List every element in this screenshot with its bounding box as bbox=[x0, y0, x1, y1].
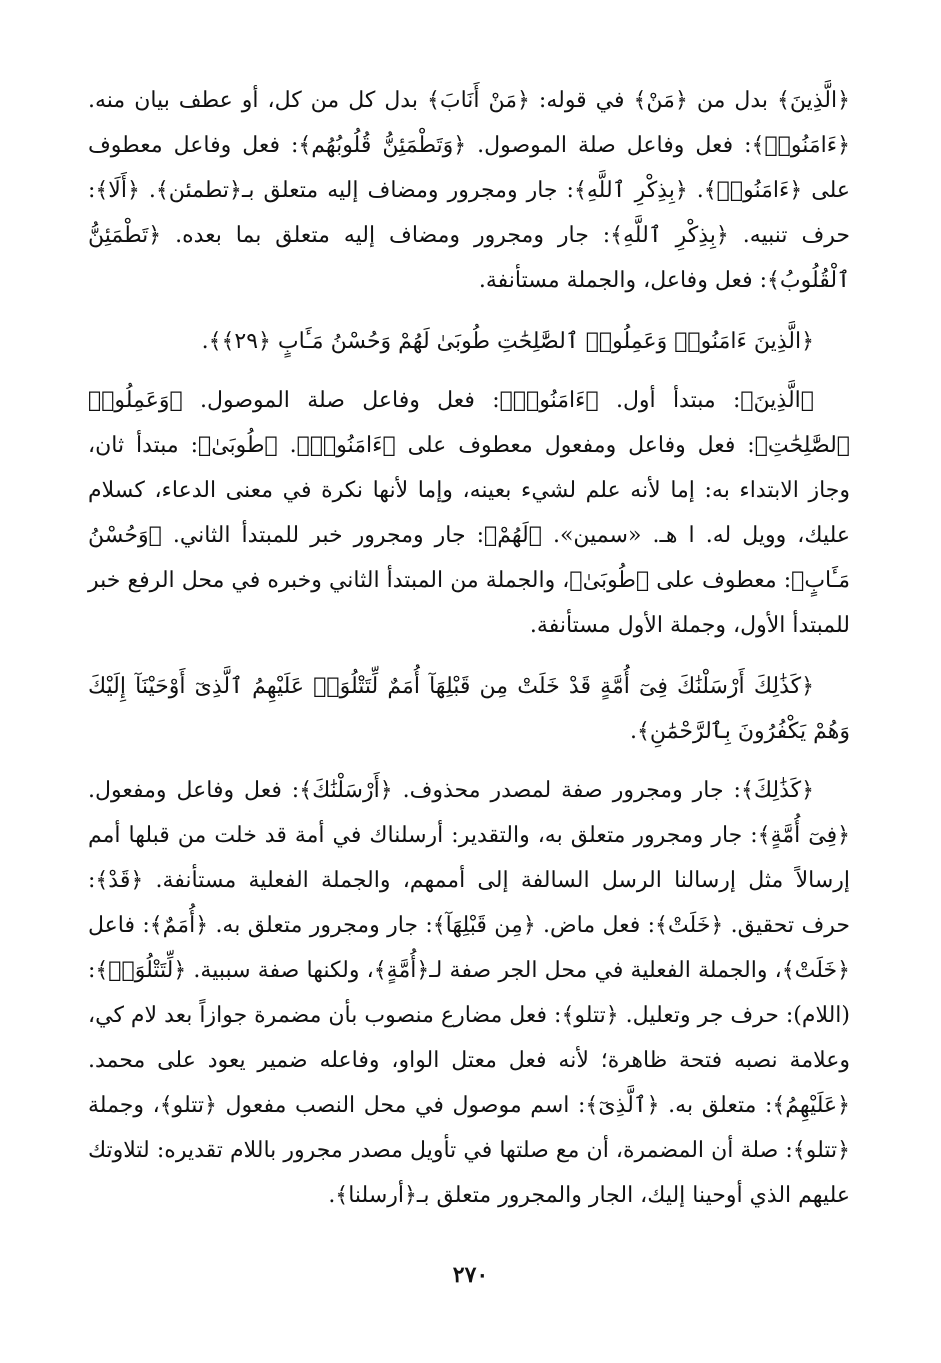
paragraph-2: ﴿الَّذِينَ﴾: مبتدأ أول. ﴿ءَامَنُوا۟﴾: فعل وفاعل صلة الموصول. ﴿وَعَمِلُوا۟ ٱلصَّٰلِحَٰتِ﴾: فعل وفاعل ومفعول معطوف على ﴿ءَامَنُوا۟﴾. ﴿طُوبَىٰ﴾: مبتدأ ثان، وجاز الابتداء به: إما لأنه علم لشيء بعينه، وإما لأنها نكرة في معنى الدعاء، كسلام عليك، وويل له. ا هـ. «سمين». ﴿لَهُمْ﴾: جار ومجرور خبر للمبتدأ الثاني. ﴿وَحُسْنُ مَـَٔابٍ﴾: معطوف على ﴿طُوبَىٰ﴾، والجملة من المبتدأ الثاني وخبره في محل الرفع خبر للمبتدأ الأول، وجملة الأول مستأنفة. bbox=[88, 388, 850, 638]
quran-verse-30: ﴿كَذَٰلِكَ أَرْسَلْنَٰكَ فِىٓ أُمَّةٍ قَدْ خَلَتْ مِن قَبْلِهَآ أُمَمٌ لِّتَتْلُوَا۟ عَلَيْهِمُ ٱلَّذِىٓ أَوْحَيْنَآ إِلَيْكَ وَهُمْ يَكْفُرُونَ بِٱلرَّحْمَٰنِ﴾. bbox=[88, 674, 850, 744]
page-number: ٢٧٠ bbox=[452, 1262, 489, 1288]
page-body bbox=[88, 78, 850, 1218]
paragraph-3: ﴿كَذَٰلِكَ﴾: جار ومجرور صفة لمصدر محذوف. ﴿أَرْسَلْنَٰكَ﴾: فعل وفاعل ومفعول. ﴿فِىٓ أُمَّةٍ﴾: جار ومجرور متعلق به، والتقدير: أرسلناك في أمة قد خلت من قبلها أمم إرسالاً مثل إرسالنا الرسل السالفة إلى أممهم، والجملة الفعلية مستأنفة. ﴿قَدْ﴾: حرف تحقيق. ﴿خَلَتْ﴾: فعل ماض. ﴿مِن قَبْلِهَآ﴾: جار ومجرور متعلق به. ﴿أُمَمٌ﴾: فاعل ﴿خَلَتْ﴾، والجملة الفعلية في محل الجر صفة لـ﴿أُمَّةٍ﴾، ولكنها صفة سببية. ﴿لِّتَتْلُوَا۟﴾: (اللام): حرف جر وتعليل. ﴿تتلو﴾: فعل مضارع منصوب بأن مضمرة جوازاً بعد لام كي، وعلامة نصبه فتحة ظاهرة؛ لأنه فعل معتل الواو، وفاعله ضمير يعود على محمد. ﴿عَلَيْهِمُ﴾: متعلق به. ﴿ٱلَّذِىٓ﴾: اسم موصول في محل النصب مفعول ﴿تتلو﴾، وجملة ﴿تتلو﴾: صلة أن المضمرة، أن مع صلتها في تأويل مصدر مجرور باللام تقديره: لتلاوتك عليهم الذي أوحينا إليك، الجار والمجرور متعلق بـ﴿أرسلنا﴾. bbox=[88, 778, 850, 1208]
quran-verse-29: ﴿الَّذِينَ ءَامَنُوا۟ وَعَمِلُوا۟ ٱلصَّٰلِحَٰتِ طُوبَىٰ لَهُمْ وَحُسْنُ مَـَٔابٍ ﴿٢٩﴾﴾. bbox=[201, 329, 814, 354]
paragraph-1: ﴿الَّذِينَ﴾ بدل من ﴿مَنْ﴾ في قوله: ﴿مَنْ أَنَابَ﴾ بدل كل من كل، أو عطف بيان منه. ﴿ءَامَنُوا۟﴾: فعل وفاعل صلة الموصول. ﴿وَتَطْمَئِنُّ قُلُوبُهُم﴾: فعل وفاعل معطوف على ﴿ءَامَنُوا۟﴾. ﴿بِذِكْرِ ٱللَّهِ﴾: جار ومجرور ومضاف إليه متعلق بـ﴿تطمئن﴾. ﴿أَلَا﴾: حرف تنبيه. ﴿بِذِكْرِ ٱللَّهِ﴾: جار ومجرور ومضاف إليه متعلق بما بعده. ﴿تَطْمَئِنُّ ٱلْقُلُوبُ﴾: فعل وفاعل، والجملة مستأنفة. bbox=[88, 88, 850, 293]
